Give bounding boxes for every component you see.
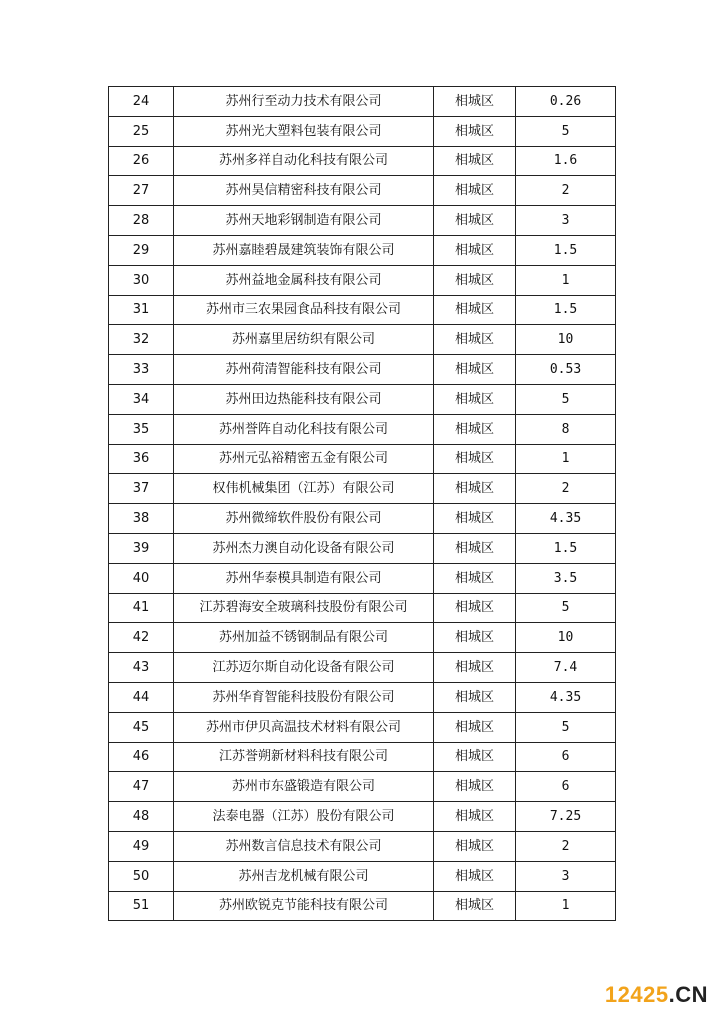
district-cell: 相城区 <box>434 653 516 683</box>
table-row <box>109 87 616 117</box>
table-row <box>109 325 616 355</box>
value-cell: 1 <box>516 265 616 295</box>
row-number-cell: 24 <box>109 87 174 117</box>
row-number-cell: 25 <box>109 116 174 146</box>
row-number-cell: 30 <box>109 265 174 295</box>
table-row <box>109 355 616 385</box>
table-row <box>109 772 616 802</box>
district-cell: 相城区 <box>434 87 516 117</box>
company-name-cell: 苏州嘉睦碧晟建筑装饰有限公司 <box>174 235 434 265</box>
row-number-cell: 47 <box>109 772 174 802</box>
row-number-cell: 44 <box>109 682 174 712</box>
company-name-cell: 苏州天地彩钢制造有限公司 <box>174 206 434 236</box>
value-cell: 7.4 <box>516 653 616 683</box>
district-cell: 相城区 <box>434 384 516 414</box>
table-row <box>109 712 616 742</box>
value-cell: 10 <box>516 623 616 653</box>
company-name-cell: 苏州田边热能科技有限公司 <box>174 384 434 414</box>
row-number-cell: 50 <box>109 861 174 891</box>
watermark-digits: 12425 <box>604 982 669 1007</box>
district-cell: 相城区 <box>434 265 516 295</box>
table-row <box>109 504 616 534</box>
row-number-cell: 45 <box>109 712 174 742</box>
district-cell: 相城区 <box>434 116 516 146</box>
table-row <box>109 206 616 236</box>
row-number-cell: 38 <box>109 504 174 534</box>
value-cell: 8 <box>516 414 616 444</box>
district-cell: 相城区 <box>434 563 516 593</box>
row-number-cell: 26 <box>109 146 174 176</box>
table-row <box>109 891 616 921</box>
value-cell: 2 <box>516 831 616 861</box>
district-cell: 相城区 <box>434 623 516 653</box>
row-number-cell: 29 <box>109 235 174 265</box>
district-cell: 相城区 <box>434 742 516 772</box>
table-row <box>109 563 616 593</box>
table-row <box>109 176 616 206</box>
value-cell: 4.35 <box>516 504 616 534</box>
value-cell: 3 <box>516 206 616 236</box>
value-cell: 1 <box>516 444 616 474</box>
table-row <box>109 295 616 325</box>
district-cell: 相城区 <box>434 504 516 534</box>
company-name-cell: 苏州行至动力技术有限公司 <box>174 87 434 117</box>
table-row <box>109 861 616 891</box>
district-cell: 相城区 <box>434 176 516 206</box>
table-row <box>109 533 616 563</box>
table-body <box>109 87 616 921</box>
value-cell: 1.5 <box>516 235 616 265</box>
value-cell: 5 <box>516 116 616 146</box>
row-number-cell: 51 <box>109 891 174 921</box>
value-cell: 1.5 <box>516 295 616 325</box>
row-number-cell: 49 <box>109 831 174 861</box>
company-name-cell: 苏州吉龙机械有限公司 <box>174 861 434 891</box>
district-cell: 相城区 <box>434 444 516 474</box>
district-cell: 相城区 <box>434 772 516 802</box>
row-number-cell: 31 <box>109 295 174 325</box>
row-number-cell: 35 <box>109 414 174 444</box>
table-row <box>109 653 616 683</box>
value-cell: 2 <box>516 176 616 206</box>
value-cell: 5 <box>516 384 616 414</box>
row-number-cell: 41 <box>109 593 174 623</box>
district-cell: 相城区 <box>434 235 516 265</box>
district-cell: 相城区 <box>434 802 516 832</box>
row-number-cell: 43 <box>109 653 174 683</box>
district-cell: 相城区 <box>434 831 516 861</box>
row-number-cell: 27 <box>109 176 174 206</box>
company-name-cell: 苏州欧锐克节能科技有限公司 <box>174 891 434 921</box>
district-cell: 相城区 <box>434 593 516 623</box>
row-number-cell: 37 <box>109 474 174 504</box>
value-cell: 1 <box>516 891 616 921</box>
value-cell: 0.53 <box>516 355 616 385</box>
table-row <box>109 831 616 861</box>
table-row <box>109 384 616 414</box>
company-name-cell: 苏州昊信精密科技有限公司 <box>174 176 434 206</box>
watermark-suffix: .CN <box>668 982 708 1007</box>
row-number-cell: 36 <box>109 444 174 474</box>
row-number-cell: 34 <box>109 384 174 414</box>
district-cell: 相城区 <box>434 861 516 891</box>
table-row <box>109 474 616 504</box>
district-cell: 相城区 <box>434 414 516 444</box>
company-name-cell: 江苏碧海安全玻璃科技股份有限公司 <box>174 593 434 623</box>
district-cell: 相城区 <box>434 891 516 921</box>
site-watermark-logo <box>605 982 708 1008</box>
district-cell: 相城区 <box>434 355 516 385</box>
row-number-cell: 39 <box>109 533 174 563</box>
district-cell: 相城区 <box>434 682 516 712</box>
company-name-cell: 苏州市三农果园食品科技有限公司 <box>174 295 434 325</box>
value-cell: 1.6 <box>516 146 616 176</box>
company-name-cell: 苏州元弘裕精密五金有限公司 <box>174 444 434 474</box>
company-name-cell: 法泰电器（江苏）股份有限公司 <box>174 802 434 832</box>
table-row <box>109 146 616 176</box>
value-cell: 7.25 <box>516 802 616 832</box>
table-row <box>109 802 616 832</box>
table-row <box>109 593 616 623</box>
value-cell: 5 <box>516 712 616 742</box>
value-cell: 5 <box>516 593 616 623</box>
company-name-cell: 苏州光大塑料包装有限公司 <box>174 116 434 146</box>
district-cell: 相城区 <box>434 712 516 742</box>
company-name-cell: 苏州杰力澳自动化设备有限公司 <box>174 533 434 563</box>
company-table <box>108 86 616 921</box>
table-row <box>109 414 616 444</box>
table-row <box>109 235 616 265</box>
value-cell: 6 <box>516 742 616 772</box>
row-number-cell: 48 <box>109 802 174 832</box>
value-cell: 3.5 <box>516 563 616 593</box>
company-name-cell: 江苏誉朔新材料科技有限公司 <box>174 742 434 772</box>
district-cell: 相城区 <box>434 146 516 176</box>
company-name-cell: 苏州嘉里居纺织有限公司 <box>174 325 434 355</box>
row-number-cell: 40 <box>109 563 174 593</box>
row-number-cell: 42 <box>109 623 174 653</box>
district-cell: 相城区 <box>434 295 516 325</box>
company-name-cell: 苏州微缔软件股份有限公司 <box>174 504 434 534</box>
row-number-cell: 28 <box>109 206 174 236</box>
company-name-cell: 苏州誉阵自动化科技有限公司 <box>174 414 434 444</box>
value-cell: 4.35 <box>516 682 616 712</box>
district-cell: 相城区 <box>434 206 516 236</box>
company-name-cell: 苏州益地金属科技有限公司 <box>174 265 434 295</box>
company-name-cell: 苏州多祥自动化科技有限公司 <box>174 146 434 176</box>
company-name-cell: 苏州华泰模具制造有限公司 <box>174 563 434 593</box>
value-cell: 10 <box>516 325 616 355</box>
table-row <box>109 742 616 772</box>
company-name-cell: 江苏迈尔斯自动化设备有限公司 <box>174 653 434 683</box>
district-cell: 相城区 <box>434 533 516 563</box>
value-cell: 3 <box>516 861 616 891</box>
value-cell: 1.5 <box>516 533 616 563</box>
value-cell: 2 <box>516 474 616 504</box>
row-number-cell: 46 <box>109 742 174 772</box>
company-name-cell: 苏州加益不锈钢制品有限公司 <box>174 623 434 653</box>
value-cell: 6 <box>516 772 616 802</box>
table-row <box>109 444 616 474</box>
table-row <box>109 623 616 653</box>
table-row <box>109 116 616 146</box>
company-name-cell: 苏州数言信息技术有限公司 <box>174 831 434 861</box>
company-name-cell: 苏州市伊贝高温技术材料有限公司 <box>174 712 434 742</box>
table-row <box>109 682 616 712</box>
district-cell: 相城区 <box>434 325 516 355</box>
district-cell: 相城区 <box>434 474 516 504</box>
value-cell: 0.26 <box>516 87 616 117</box>
row-number-cell: 32 <box>109 325 174 355</box>
company-name-cell: 苏州华育智能科技股份有限公司 <box>174 682 434 712</box>
company-name-cell: 苏州荷清智能科技有限公司 <box>174 355 434 385</box>
company-name-cell: 权伟机械集团（江苏）有限公司 <box>174 474 434 504</box>
company-name-cell: 苏州市东盛锻造有限公司 <box>174 772 434 802</box>
table-row <box>109 265 616 295</box>
row-number-cell: 33 <box>109 355 174 385</box>
